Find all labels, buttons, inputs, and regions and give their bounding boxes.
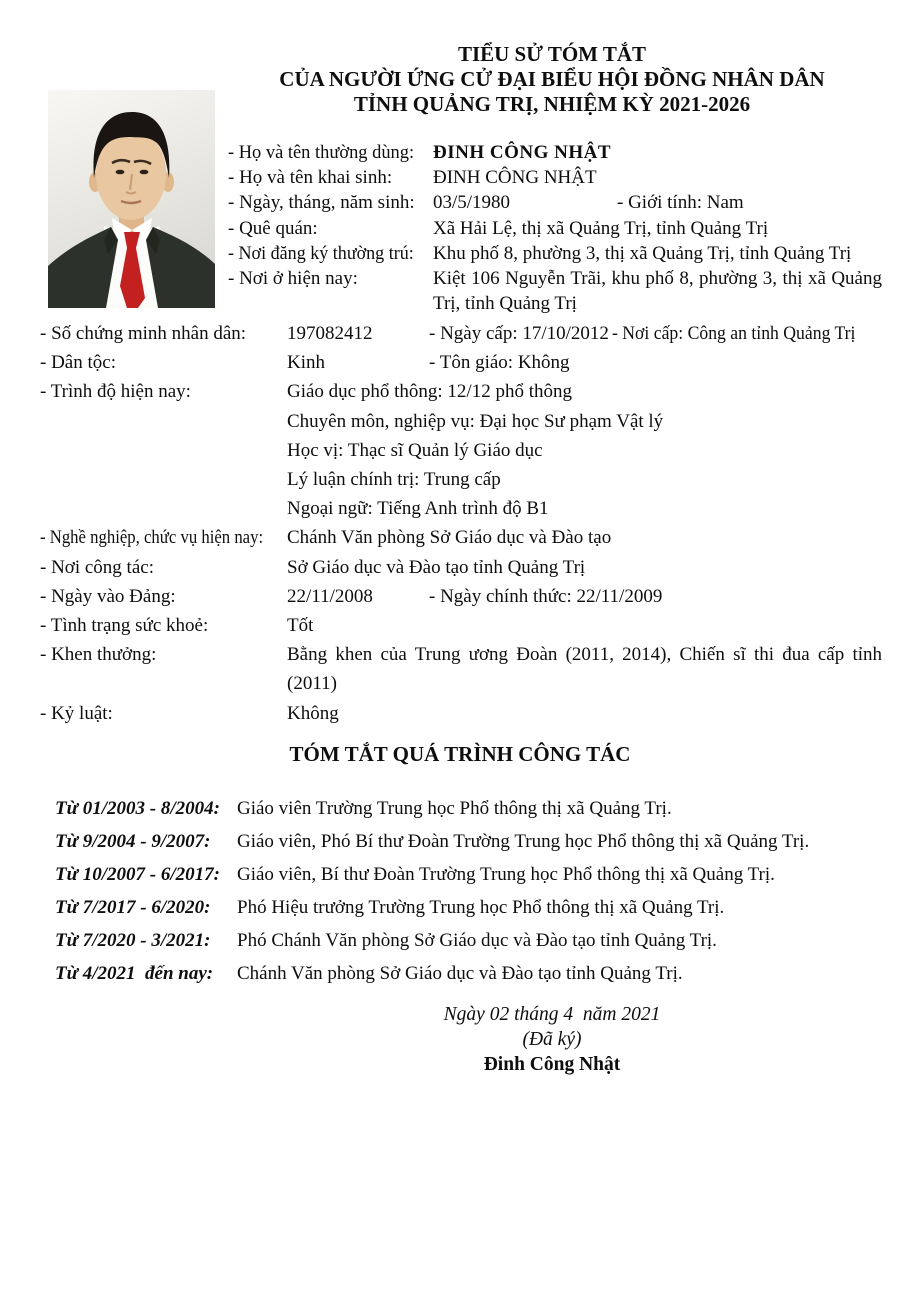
- candidate-photo: [48, 90, 215, 308]
- field-value: Không: [287, 702, 339, 724]
- signature-date: Ngày 02 tháng 4 năm 2021: [443, 1004, 661, 1025]
- field-label: - Nơi ở hiện nay:: [228, 268, 358, 290]
- field-value: ĐINH CÔNG NHẬT: [433, 167, 597, 189]
- title-line-1: TIỂU SỬ TÓM TẮT: [457, 42, 647, 66]
- career-term: Từ 4/2021 đến nay:: [55, 963, 214, 984]
- field-label: - Tình trạng sức khoẻ:: [40, 615, 209, 637]
- row-workplace: [40, 553, 882, 582]
- row-common-name: [228, 140, 882, 165]
- row-ethnicity: [40, 348, 882, 377]
- row-birth-date: [228, 190, 882, 215]
- field-value: Khu phố 8, phường 3, thị xã Quảng Trị, tỉnh Quảng Trị: [433, 242, 852, 264]
- field-value: Xã Hải Lệ, thị xã Quảng Trị, tỉnh Quảng Trị: [433, 217, 769, 239]
- career-row: [55, 825, 883, 858]
- field-label: - Nơi đăng ký thường trú:: [228, 242, 414, 264]
- row-health-status: [40, 611, 882, 640]
- career-term: Từ 01/2003 - 8/2004:: [55, 798, 220, 819]
- field-label: - Ngày, tháng, năm sinh:: [228, 192, 415, 214]
- field-value: Kinh: [287, 352, 325, 374]
- row-birth-name: [228, 165, 882, 190]
- career-row: [55, 891, 883, 924]
- row-registered-address: [228, 241, 882, 266]
- signature-name: Đinh Công Nhật: [483, 1054, 621, 1075]
- row-hometown: [228, 216, 882, 241]
- signed-annotation: (Đã ký): [522, 1029, 582, 1050]
- career-term: Từ 10/2007 - 6/2017:: [55, 864, 220, 885]
- field-value: 22/11/2008: [287, 585, 373, 607]
- education-line-degree: Học vị: Thạc sĩ Quản lý Giáo dục: [287, 439, 543, 461]
- career-row: [55, 957, 883, 990]
- field-value: Giáo dục phổ thông: 12/12 phổ thông: [287, 381, 572, 403]
- field-official-date: - Ngày chính thức: 22/11/2009: [429, 585, 663, 607]
- row-party-admission: [40, 582, 882, 611]
- career-description: Phó Hiệu trưởng Trường Trung học Phổ thông thị xã Quảng Trị.: [237, 897, 725, 918]
- field-value: ĐINH CÔNG NHẬT: [433, 142, 612, 163]
- career-description: Giáo viên, Bí thư Đoàn Trường Trung học Phổ thông thị xã Quảng Trị.: [237, 864, 775, 885]
- field-label: - Kỷ luật:: [40, 702, 113, 724]
- row-education-level: [40, 377, 882, 406]
- field-label: - Nơi công tác:: [40, 556, 154, 578]
- field-label: - Dân tộc:: [40, 352, 116, 374]
- field-label: - Số chứng minh nhân dân:: [40, 323, 247, 344]
- field-value: Sở Giáo dục và Đào tạo tỉnh Quảng Trị: [287, 556, 586, 578]
- row-id-number: [40, 319, 882, 348]
- field-label: - Họ và tên thường dùng:: [228, 142, 415, 163]
- field-value: Tốt: [287, 615, 314, 637]
- education-line-specialty: Chuyên môn, nghiệp vụ: Đại học Sư phạm Vật lý: [287, 410, 664, 432]
- field-issue-place: - Nơi cấp: Công an tỉnh Quảng Trị: [612, 323, 856, 344]
- career-row: [55, 924, 883, 957]
- field-label: - Quê quán:: [228, 217, 318, 239]
- field-label: - Trình độ hiện nay:: [40, 381, 191, 403]
- career-description: Phó Chánh Văn phòng Sở Giáo dục và Đào tạo tỉnh Quảng Trị.: [237, 930, 717, 951]
- field-value: Kiệt 106 Nguyễn Trãi, khu phố 8, phường 3, thị xã Quảng Trị, tỉnh Quảng Trị: [433, 268, 882, 315]
- field-label: - Ngày vào Đảng:: [40, 585, 176, 607]
- document-title: [192, 42, 912, 117]
- title-line-3: TỈNH QUẢNG TRỊ, NHIỆM KỲ 2021-2026: [353, 92, 751, 116]
- title-line-2: CỦA NGƯỜI ỨNG CỬ ĐẠI BIỂU HỘI ĐỒNG NHÂN DÂN: [279, 67, 825, 91]
- signature-section: [292, 1002, 812, 1077]
- personal-details-section: [40, 319, 882, 728]
- career-row: [55, 792, 883, 825]
- field-issue-date: - Ngày cấp: 17/10/2012: [429, 323, 609, 344]
- field-value: 03/5/1980: [433, 192, 511, 214]
- personal-profile-section: [228, 140, 882, 316]
- field-label: - Khen thưởng:: [40, 644, 157, 666]
- field-label: - Họ và tên khai sinh:: [228, 167, 393, 189]
- career-description: Giáo viên, Phó Bí thư Đoàn Trường Trung học Phổ thông thị xã Quảng Trị.: [237, 831, 810, 852]
- career-term: Từ 9/2004 - 9/2007:: [55, 831, 211, 852]
- career-row: [55, 858, 883, 891]
- career-term: Từ 7/2017 - 6/2020:: [55, 897, 211, 918]
- career-history-section: [55, 792, 883, 990]
- career-section-heading: TÓM TẮT QUÁ TRÌNH CÔNG TÁC: [289, 742, 631, 766]
- education-line-politics: Lý luận chính trị: Trung cấp: [287, 469, 501, 491]
- field-value: Bằng khen của Trung ương Đoàn (2011, 2014), Chiến sĩ thi đua cấp tỉnh (2011): [287, 644, 882, 695]
- field-value: 197082412: [287, 323, 373, 344]
- career-description: Chánh Văn phòng Sở Giáo dục và Đào tạo tỉnh Quảng Trị.: [237, 963, 683, 984]
- education-line-language: Ngoại ngữ: Tiếng Anh trình độ B1: [287, 498, 549, 520]
- field-value: Chánh Văn phòng Sở Giáo dục và Đào tạo: [287, 527, 612, 549]
- row-current-residence: [228, 266, 882, 316]
- portrait-photo-graphic: [48, 90, 215, 308]
- career-description: Giáo viên Trường Trung học Phổ thông thị xã Quảng Trị.: [237, 798, 672, 819]
- field-religion: - Tôn giáo: Không: [429, 352, 570, 374]
- row-discipline: [40, 699, 882, 728]
- row-awards: [40, 640, 882, 698]
- career-term: Từ 7/2020 - 3/2021:: [55, 930, 211, 951]
- row-occupation: [40, 523, 882, 552]
- field-label: - Nghề nghiệp, chức vụ hiện nay:: [40, 527, 264, 549]
- field-gender: - Giới tính: Nam: [617, 192, 744, 214]
